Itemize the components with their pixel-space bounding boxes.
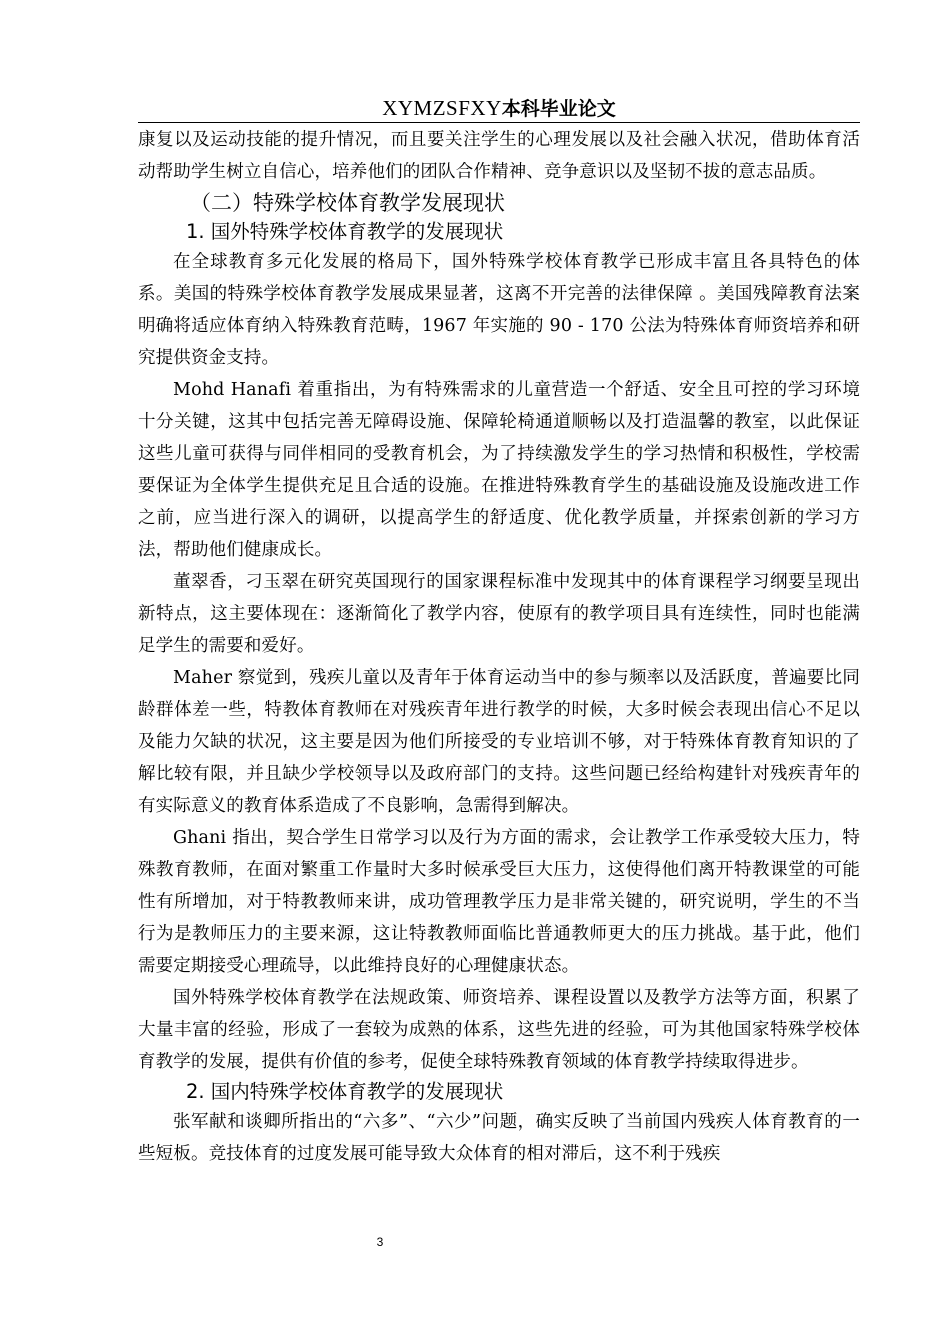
- page-number: 3: [376, 1235, 384, 1249]
- header-rule: [138, 122, 860, 123]
- header-code: XYMZSFXY: [382, 96, 502, 120]
- paragraph-continued: 康复以及运动技能的提升情况，而且要关注学生的心理发展以及社会融入状况，借助体育活动帮助学生树立自信心，培养他们的团队合作精神、竞争意识以及坚韧不拔的意志品质。: [138, 130, 860, 182]
- running-header: [138, 96, 860, 121]
- page-body: [138, 124, 860, 1170]
- paragraph-maher: Maher 察觉到，残疾儿童以及青年于体育运动当中的参与频率以及活跃度，普遍要比同龄群体差一些，特教体育教师在对残疾青年进行教学的时候，大多时候会表现出信心不足以及能力欠缺的状况，这主要是因为他们所接受的专业培训不够，对于特殊体育教育知识的了解比较有限，并且缺少学校领导以及政府部门的支持。这些问题已经给构建针对残疾青年的有实际意义的教育体系造成了不良影响，急需得到解决。: [138, 668, 860, 816]
- paragraph-dong-cuixiang: 董翠香，刁玉翠在研究英国现行的国家课程标准中发现其中的体育课程学习纲要呈现出新特点，这主要体现在：逐渐简化了教学内容，使原有的教学项目具有连续性，同时也能满足学生的需要和爱好。: [138, 572, 860, 656]
- subsection-heading-foreign: 1. 国外特殊学校体育教学的发展现状: [186, 220, 504, 243]
- section-heading: （二）特殊学校体育教学发展现状: [190, 191, 505, 215]
- paragraph-mohd-hanafi: Mohd Hanafi 着重指出，为有特殊需求的儿童营造一个舒适、安全且可控的学习环境十分关键，这其中包括完善无障碍设施、保障轮椅通道顺畅以及打造温馨的教室，以此保证这些儿童可获得与同伴相同的受教育机会，为了持续激发学生的学习热情和积极性，学校需要保证为全体学生提供充足且合适的设施。在推进特殊教育学生的基础设施及设施改进工作之前，应当进行深入的调研，以提高学生的舒适度、优化教学质量，并探索创新的学习方法，帮助他们健康成长。: [138, 380, 860, 560]
- paragraph-foreign-summary: 国外特殊学校体育教学在法规政策、师资培养、课程设置以及教学方法等方面，积累了大量丰富的经验，形成了一套较为成熟的体系，这些先进的经验，可为其他国家特殊学校体育教学的发展，提供有价值的参考，促使全球特殊教育领域的体育教学持续取得进步。: [138, 988, 860, 1072]
- paragraph-ghani: Ghani 指出，契合学生日常学习以及行为方面的需求，会让教学工作承受较大压力，特殊教育教师，在面对繁重工作量时大多时候承受巨大压力，这使得他们离开特教课堂的可能性有所增加，对于特教教师来讲，成功管理教学压力是非常关键的，研究说明，学生的不当行为是教师压力的主要来源，这让特教教师面临比普通教师更大的压力挑战。基于此，他们需要定期接受心理疏导，以此维持良好的心理健康状态。: [138, 828, 860, 976]
- header-label: 本科毕业论文: [501, 98, 616, 120]
- paragraph-foreign-overview: 在全球教育多元化发展的格局下，国外特殊学校体育教学已形成丰富且各具特色的体系。美国的特殊学校体育教学发展成果显著，这离不开完善的法律保障 。美国残障教育法案明确将适应体育纳入特殊教育范畴，1967 年实施的 90 - 170 公法为特殊体育师资培养和研究提供资金支持。: [138, 252, 860, 368]
- paragraph-domestic-intro: 张军献和谈卿所指出的“六多”、“六少”问题，确实反映了当前国内残疾人体育教育的一些短板。竞技体育的过度发展可能导致大众体育的相对滞后，这不利于残疾: [138, 1112, 860, 1164]
- subsection-heading-domestic: 2. 国内特殊学校体育教学的发展现状: [186, 1080, 504, 1103]
